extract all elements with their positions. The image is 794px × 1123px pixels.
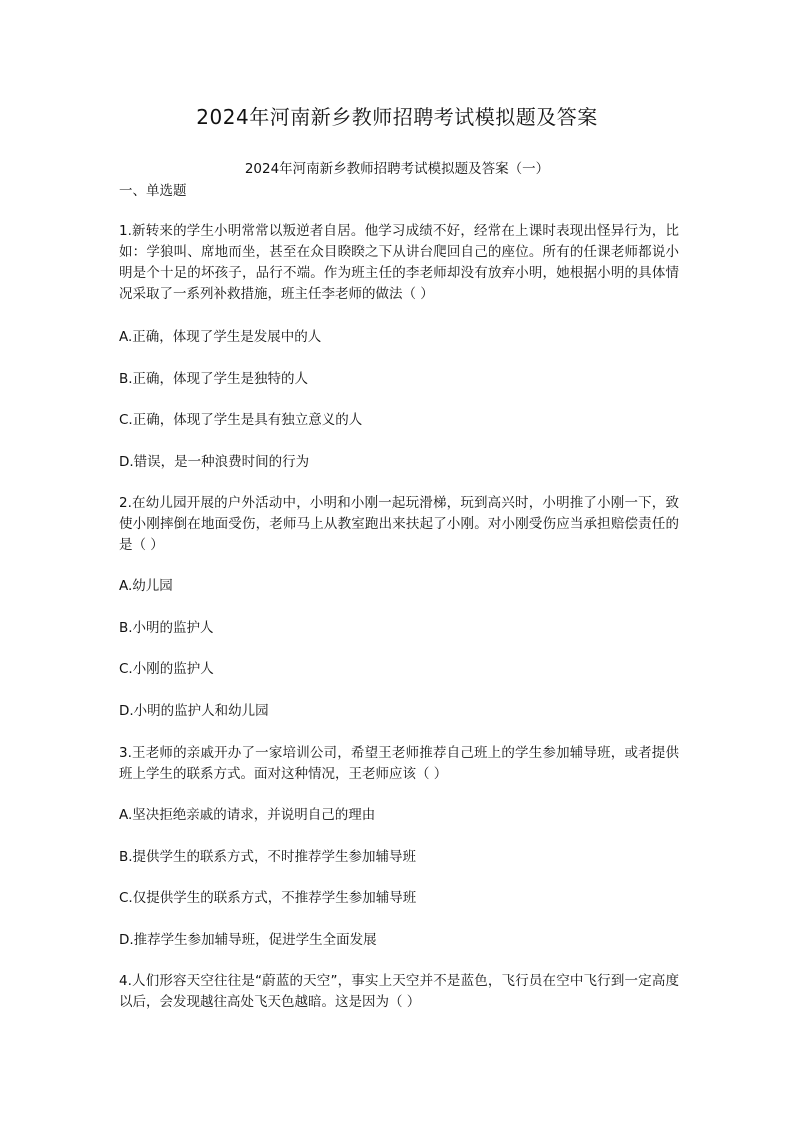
question-1-option-c: C.正确，体现了学生是具有独立意义的人 (119, 412, 363, 428)
question-3-option-b: B.提供学生的联系方式，不时推荐学生参加辅导班 (119, 849, 417, 865)
question-2-option-b: B.小明的监护人 (119, 620, 214, 636)
question-2-stem: 2.在幼儿园开展的户外活动中，小明和小刚一起玩滑梯，玩到高兴时，小明推了小刚一下，致使小刚摔倒在地面受伤，老师马上从教室跑出来扶起了小刚。对小刚受伤应当承担赔偿责任的是（ ） (119, 495, 679, 553)
section-heading: 一、单选题 (119, 183, 187, 199)
question-1-option-d: D.错误，是一种浪费时间的行为 (119, 454, 310, 470)
question-1-stem: 1.新转来的学生小明常常以叛逆者自居。他学习成绩不好，经常在上课时表现出怪异行为，比如：学狼叫、席地而坐，甚至在众目睽睽之下从讲台爬回自己的座位。所有的任课老师都说小明是个十足的坏孩子，品行不端。作为班主任的李老师却没有放弃小明，她根据小明的具体情况采取了一系列补救措施，班主任李老师的做法（ ） (119, 223, 679, 302)
question-1-option-b: B.正确，体现了学生是独特的人 (119, 371, 309, 387)
question-3-option-c: C.仅提供学生的联系方式，不推荐学生参加辅导班 (119, 890, 417, 906)
document-subtitle: 2024年河南新乡教师招聘考试模拟题及答案（一） (244, 161, 550, 177)
question-3-option-a: A.坚决拒绝亲戚的请求，并说明自己的理由 (119, 807, 376, 823)
question-2-option-c: C.小刚的监护人 (119, 661, 214, 677)
question-1-option-a: A.正确，体现了学生是发展中的人 (119, 329, 322, 345)
question-2-option-a: A.幼儿园 (119, 578, 173, 594)
document-title: 2024年河南新乡教师招聘考试模拟题及答案 (196, 105, 598, 129)
question-3-stem: 3.王老师的亲戚开办了一家培训公司，希望王老师推荐自己班上的学生参加辅导班，或者提供班上学生的联系方式。面对这种情况，王老师应该（ ） (119, 745, 679, 782)
question-3-option-d: D.推荐学生参加辅导班，促进学生全面发展 (119, 932, 377, 948)
question-2-option-d: D.小明的监护人和幼儿园 (119, 703, 269, 719)
question-4-stem: 4.人们形容天空往往是“蔚蓝的天空”，事实上天空并不是蓝色，飞行员在空中飞行到一定高度以后，会发现越往高处飞天色越暗。这是因为（ ） (119, 973, 679, 1010)
